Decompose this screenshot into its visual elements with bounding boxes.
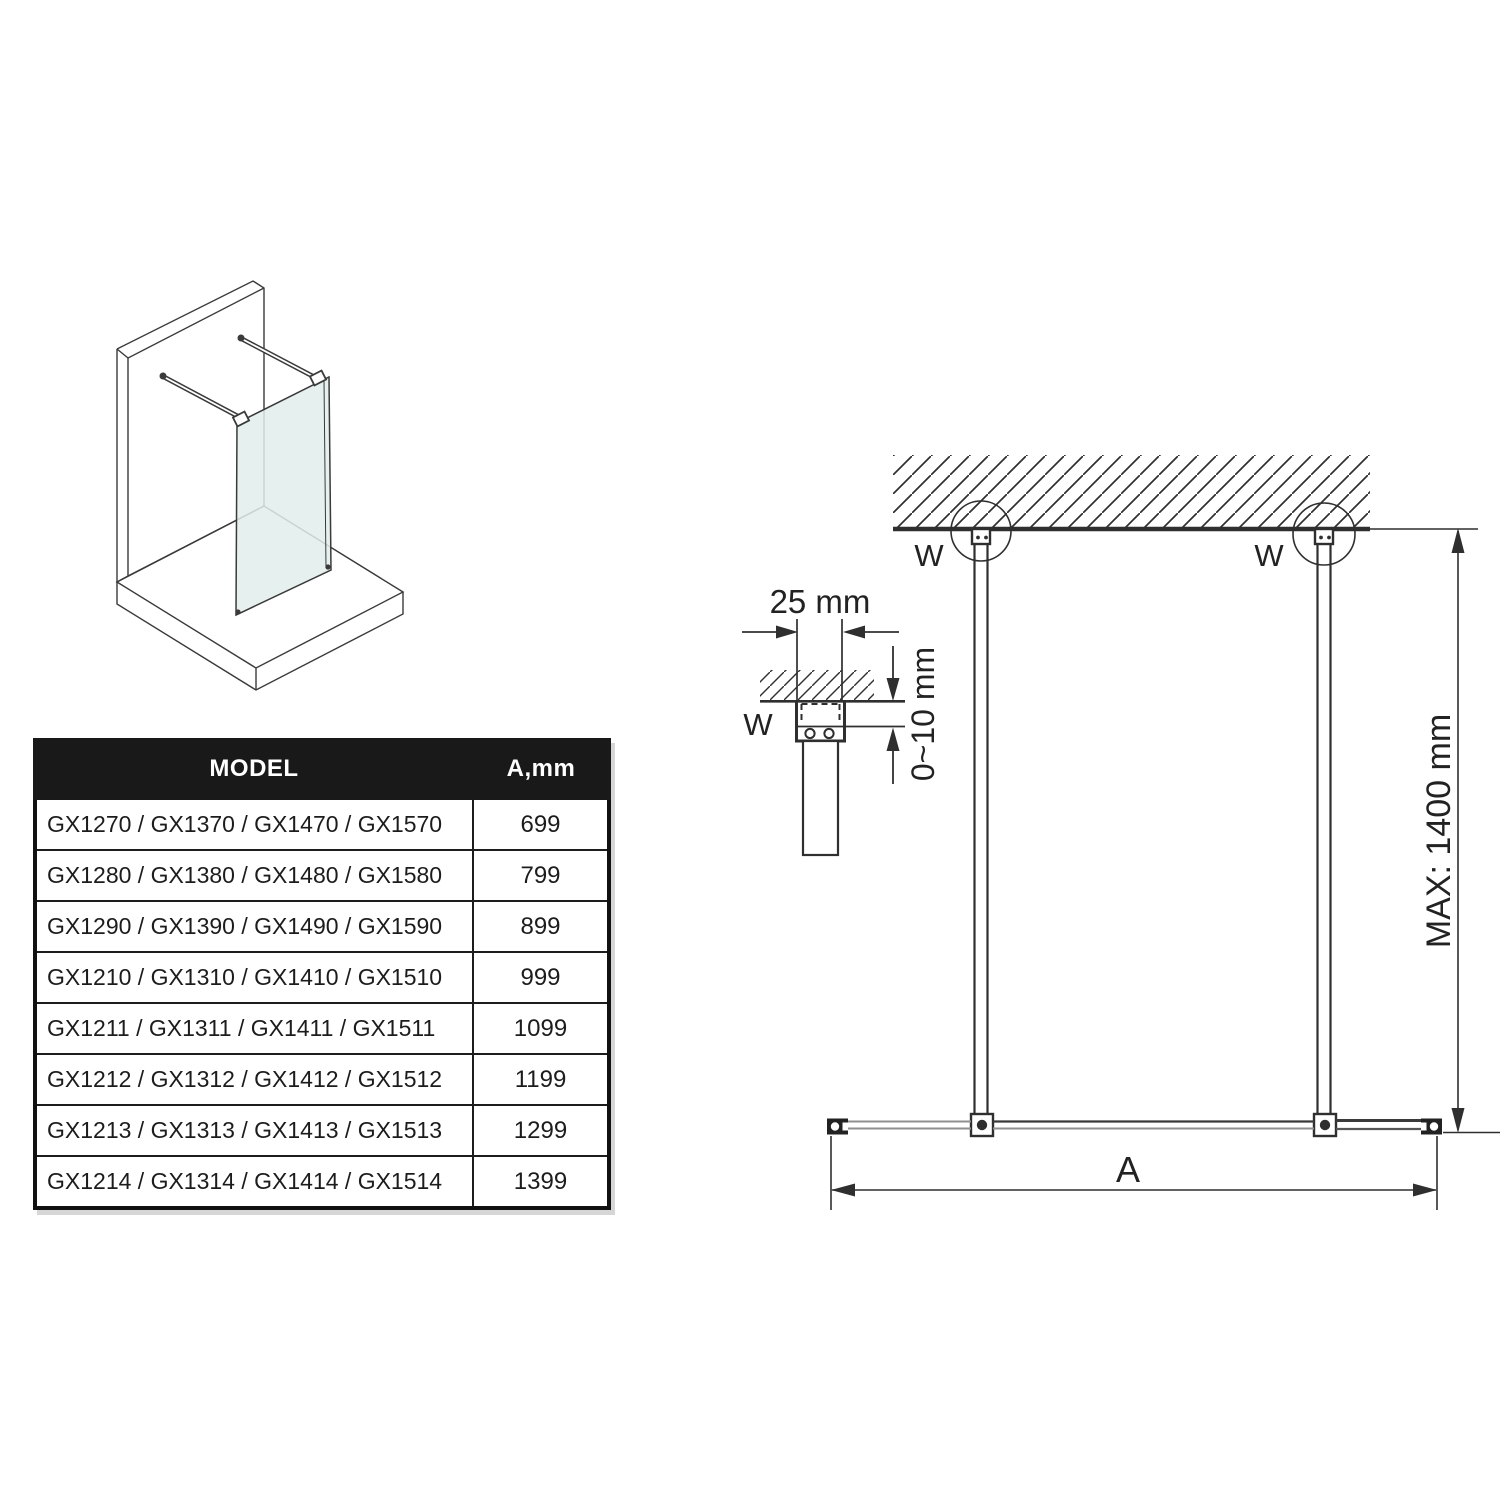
column-header-a-mm: A,mm xyxy=(473,740,609,798)
support-bar-left xyxy=(951,501,1011,1136)
wall-anchor-dot xyxy=(160,373,167,380)
model-cell: GX1290 / GX1390 / GX1490 / GX1590 xyxy=(35,901,473,952)
a-mm-cell: 799 xyxy=(473,850,609,901)
model-cell: GX1212 / GX1312 / GX1412 / GX1512 xyxy=(35,1054,473,1105)
arrow-up-icon xyxy=(887,728,900,752)
iso-glass-panel xyxy=(235,377,331,615)
model-cell: GX1211 / GX1311 / GX1411 / GX1511 xyxy=(35,1003,473,1054)
label-adjustment-range: 0~10 mm xyxy=(905,646,941,782)
model-cell: GX1210 / GX1310 / GX1410 / GX1510 xyxy=(35,952,473,1003)
installation-diagram xyxy=(742,455,1500,1210)
screw xyxy=(824,729,833,738)
spec-table xyxy=(33,738,611,1210)
arrow-right-icon xyxy=(1413,1184,1437,1197)
label-max-height: MAX: 1400 mm xyxy=(1420,713,1458,949)
model-cell: GX1213 / GX1313 / GX1413 / GX1513 xyxy=(35,1105,473,1156)
support-bar xyxy=(803,741,838,855)
table-row xyxy=(35,1156,609,1208)
iso-support-bar-upper xyxy=(238,335,321,381)
a-mm-cell: 1099 xyxy=(473,1003,609,1054)
a-mm-cell: 999 xyxy=(473,952,609,1003)
hidden-edge-dashed xyxy=(802,704,840,724)
arrow-right-icon xyxy=(776,626,798,639)
arrow-left-icon xyxy=(831,1184,855,1197)
screw xyxy=(805,729,814,738)
table-row xyxy=(35,1003,609,1054)
wall-hatch xyxy=(760,670,874,701)
table-row xyxy=(35,798,609,850)
label-w-right: W xyxy=(1254,538,1284,573)
table-row xyxy=(35,1105,609,1156)
floor-anchor-dot xyxy=(235,609,240,614)
wall-profile-left xyxy=(827,1119,848,1135)
support-bar xyxy=(1318,543,1331,1115)
table-row xyxy=(35,850,609,901)
a-mm-cell: 1299 xyxy=(473,1105,609,1156)
arrow-down-icon xyxy=(887,678,900,701)
floor-anchor-dot xyxy=(325,564,330,569)
a-mm-cell: 899 xyxy=(473,901,609,952)
label-dimension-a: A xyxy=(1115,1149,1141,1190)
label-w-detail: W xyxy=(743,707,773,742)
column-header-model: MODEL xyxy=(35,740,473,798)
model-cell: GX1280 / GX1380 / GX1480 / GX1580 xyxy=(35,850,473,901)
isometric-view xyxy=(117,281,403,690)
model-cell: GX1270 / GX1370 / GX1470 / GX1570 xyxy=(35,798,473,850)
table-header-row xyxy=(35,740,609,798)
label-w-left: W xyxy=(914,538,944,573)
support-bar xyxy=(975,543,988,1115)
wall-hatch xyxy=(893,455,1370,529)
arrow-left-icon xyxy=(843,626,865,639)
a-mm-cell: 1199 xyxy=(473,1054,609,1105)
wall-anchor-dot xyxy=(238,335,245,342)
iso-support-bar-lower xyxy=(160,373,244,420)
support-bar-right xyxy=(1293,503,1355,1136)
wall-profile-right xyxy=(1421,1119,1442,1135)
table-row xyxy=(35,1054,609,1105)
label-profile-width: 25 mm xyxy=(769,583,871,620)
model-cell: GX1214 / GX1314 / GX1414 / GX1514 xyxy=(35,1156,473,1208)
a-mm-cell: 1399 xyxy=(473,1156,609,1208)
table-row xyxy=(35,952,609,1003)
a-mm-cell: 699 xyxy=(473,798,609,850)
table-row xyxy=(35,901,609,952)
arrow-up-icon xyxy=(1452,528,1465,553)
arrow-down-icon xyxy=(1452,1108,1465,1133)
